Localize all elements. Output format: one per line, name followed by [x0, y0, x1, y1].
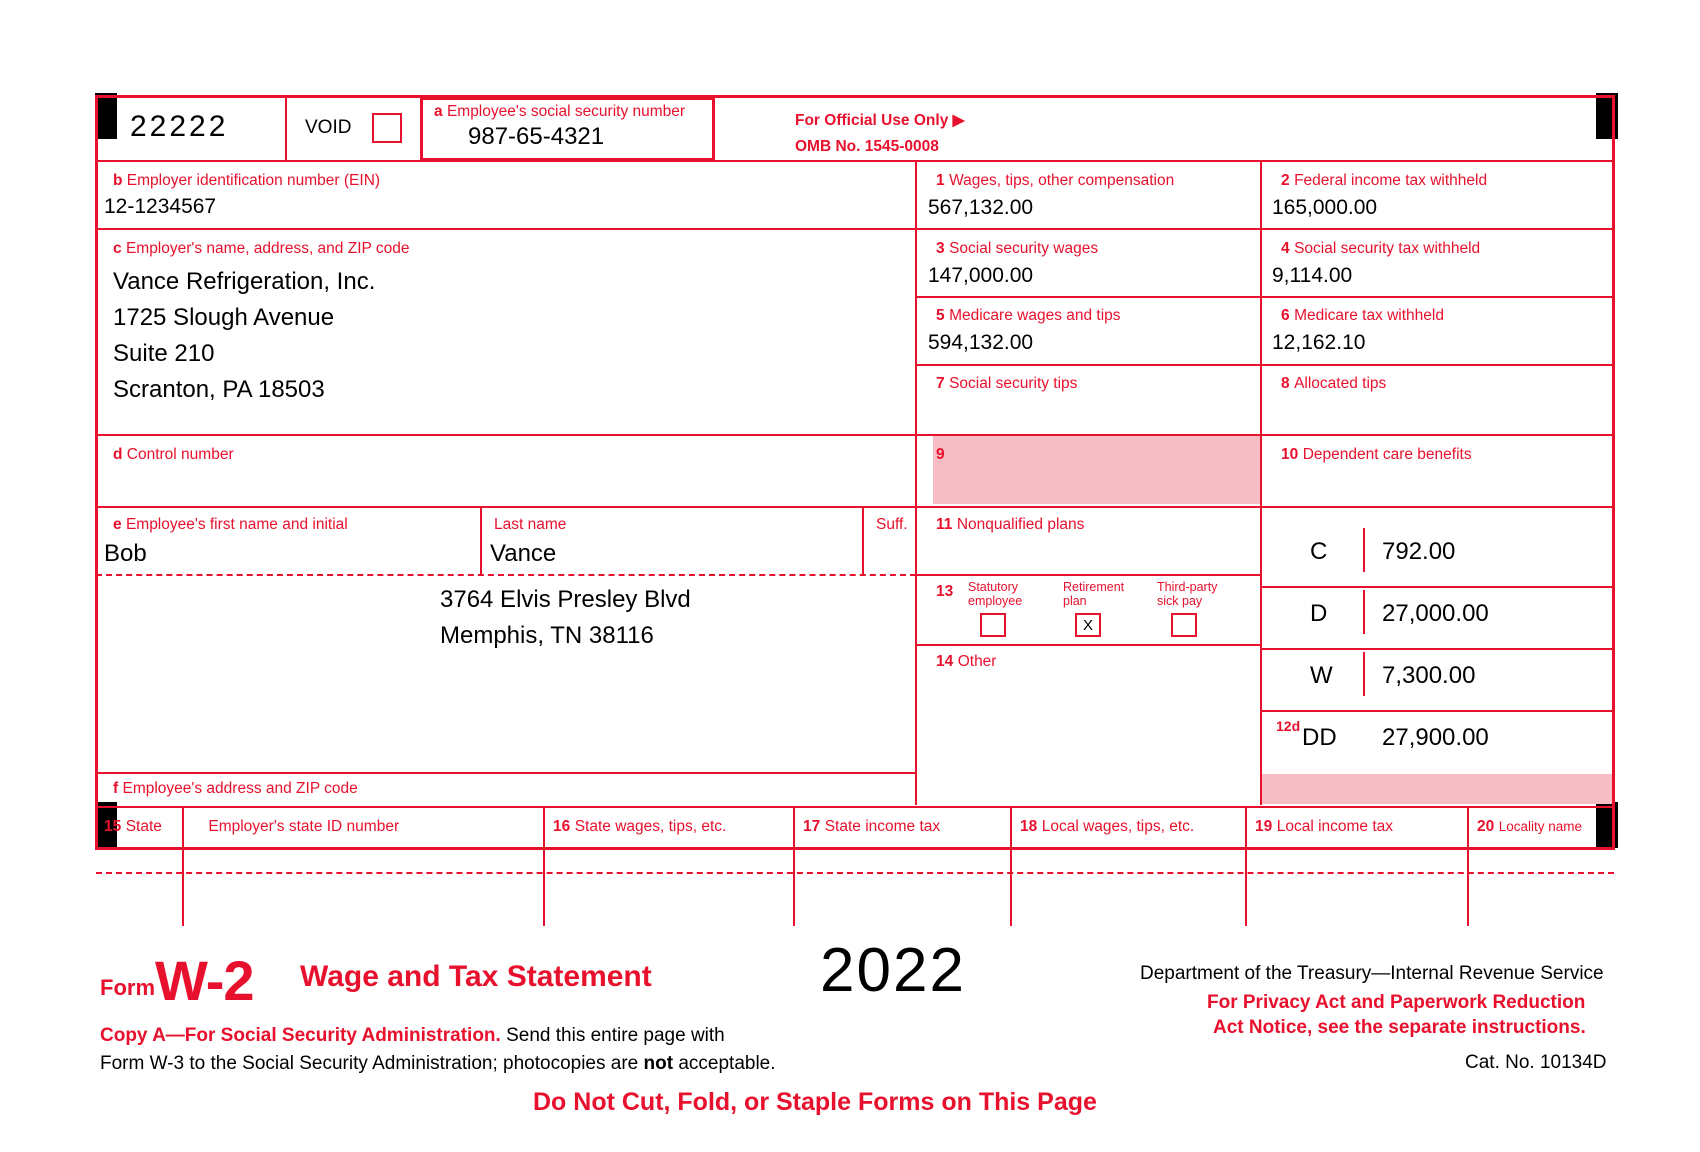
omb-number: OMB No. 1545-0008 — [795, 138, 939, 155]
divider-13-14 — [915, 644, 1260, 646]
box-9-shading — [933, 436, 1260, 504]
box-7-label: 7 Social security tips — [936, 375, 1078, 392]
void-checkbox[interactable] — [372, 113, 402, 143]
box-12a-divider — [1363, 528, 1365, 572]
divider-c-d — [96, 434, 916, 436]
footer-copy-line-1: Copy A—For Social Security Administration. Send this entire page with — [100, 1025, 725, 1046]
divider-d-e — [96, 506, 916, 508]
box-a-value[interactable]: 987-65-4321 — [468, 123, 605, 150]
divider-void — [285, 97, 287, 161]
box-12c[interactable]: W 7,300.00 — [1310, 662, 1476, 689]
footer-copy-line-2: Form W-3 to the Social Security Administration; photocopies are not acceptable. — [100, 1053, 776, 1074]
box-20-label: 20 Locality name — [1477, 818, 1582, 835]
box-1-value[interactable]: 567,132.00 — [928, 196, 1034, 219]
box-c-label: c Employer's name, address, and ZIP code — [113, 240, 410, 257]
box-b-label: b Employer identification number (EIN) — [113, 172, 381, 189]
box-4-label: 4 Social security tax withheld — [1281, 240, 1481, 257]
box-13-number: 13 — [936, 583, 954, 600]
box-3-value[interactable]: 147,000.00 — [928, 264, 1034, 287]
box-16-label: 16 State wages, tips, etc. — [553, 818, 727, 835]
divider-first-last — [480, 506, 482, 574]
divider-19-20 — [1467, 806, 1469, 926]
box-9-label: 9 — [936, 446, 945, 463]
box-2-value[interactable]: 165,000.00 — [1272, 196, 1378, 219]
divider-row910 — [915, 506, 1614, 508]
official-use-line-1: For Official Use Only ▶ — [795, 112, 965, 129]
box-d-label: d Control number — [113, 446, 234, 463]
divider-state-row-top — [96, 806, 1614, 808]
footer-form-number: W-2 — [155, 949, 254, 1012]
box-4-value[interactable]: 9,114.00 — [1272, 264, 1353, 287]
divider-11-13 — [915, 574, 1260, 576]
box-13-statutory-label: Statutory employee — [968, 580, 1023, 608]
divider-18-19 — [1245, 806, 1247, 926]
divider-address-f — [96, 772, 916, 774]
employee-first-name[interactable]: Bob — [104, 540, 147, 567]
box-10-label: 10 Dependent care benefits — [1281, 446, 1472, 463]
void-label: VOID — [305, 117, 352, 138]
divider-15-16 — [543, 806, 545, 926]
footer-privacy-line-2: Act Notice, see the separate instructions. — [1213, 1017, 1586, 1038]
box-19-label: 19 Local income tax — [1255, 818, 1394, 835]
footer-form-word: Form — [100, 975, 155, 1000]
box-5-value[interactable]: 594,132.00 — [928, 331, 1034, 354]
box-5-label: 5 Medicare wages and tips — [936, 307, 1121, 324]
box-12d[interactable]: 12d DD 27,900.00 — [1276, 718, 1489, 751]
divider-16-17 — [793, 806, 795, 926]
box-14-label: 14 Other — [936, 653, 997, 670]
employee-address[interactable]: 3764 Elvis Presley Blvd Memphis, TN 38116 — [440, 586, 691, 649]
footer-privacy-line-1: For Privacy Act and Paperwork Reduction — [1207, 992, 1586, 1013]
box-17-label: 17 State income tax — [803, 818, 941, 835]
footer-dept-line: Department of the Treasury—Internal Revenue Service — [1140, 963, 1604, 984]
box-3-label: 3 Social security wages — [936, 240, 1099, 257]
box-13-retirement-label: Retirement plan — [1063, 580, 1125, 608]
divider-num-cols — [1260, 160, 1262, 805]
box-15-label: 15 State Employer's state ID number — [104, 818, 400, 835]
box-13-thirdparty-label: Third-party sick pay — [1157, 580, 1218, 608]
box-12b-divider — [1363, 590, 1365, 634]
control-digits: 22222 — [130, 110, 229, 143]
box-13-statutory-checkbox[interactable] — [980, 613, 1006, 637]
box-2-label: 2 Federal income tax withheld — [1281, 172, 1488, 189]
divider-row12 — [915, 228, 1614, 230]
box-e-label: e Employee's first name and initial — [113, 516, 348, 533]
box-8-label: 8 Allocated tips — [1281, 375, 1387, 392]
box-13-thirdparty-checkbox[interactable] — [1171, 613, 1197, 637]
suffix-label: Suff. — [876, 516, 908, 533]
box-f-label: f Employee's address and ZIP code — [113, 780, 358, 797]
divider-17-18 — [1010, 806, 1012, 926]
footer-warning: Do Not Cut, Fold, or Staple Forms on This Page — [533, 1088, 1097, 1116]
box-6-label: 6 Medicare tax withheld — [1281, 307, 1444, 324]
footer-year: 2022 — [820, 936, 966, 1005]
box-12c-divider — [1363, 652, 1365, 696]
footer-cat-no: Cat. No. 10134D — [1465, 1052, 1607, 1073]
box-1-label: 1 Wages, tips, other compensation — [936, 172, 1175, 189]
employee-last-name[interactable]: Vance — [490, 540, 557, 567]
box-12b[interactable]: D 27,000.00 — [1310, 600, 1489, 627]
divider-state-stateid — [182, 806, 184, 926]
divider-row34 — [915, 296, 1614, 298]
box-18-label: 18 Local wages, tips, etc. — [1020, 818, 1195, 835]
last-name-label: Last name — [494, 516, 567, 533]
divider-top-row — [96, 160, 1614, 162]
box-11-label: 11 Nonqualified plans — [936, 516, 1085, 533]
box-6-value[interactable]: 12,162.10 — [1272, 331, 1366, 354]
divider-left-right — [915, 160, 917, 805]
box-12-shading — [1262, 774, 1612, 804]
box-b-value[interactable]: 12-1234567 — [104, 195, 217, 218]
divider-state-row-dashed — [96, 872, 1614, 874]
box-12a[interactable]: C 792.00 — [1310, 538, 1456, 565]
box-13-retirement-checkbox[interactable]: X — [1075, 613, 1101, 637]
divider-b-c — [96, 228, 916, 230]
divider-last-suffix — [862, 506, 864, 574]
divider-row56 — [915, 364, 1614, 366]
box-a-label: a Employee's social security number — [434, 103, 686, 120]
employer-address[interactable]: Vance Refrigeration, Inc. 1725 Slough Avenue Suite 210 Scranton, PA 18503 — [113, 268, 376, 403]
footer-form-title: Wage and Tax Statement — [300, 960, 652, 993]
divider-e-address — [96, 574, 916, 576]
